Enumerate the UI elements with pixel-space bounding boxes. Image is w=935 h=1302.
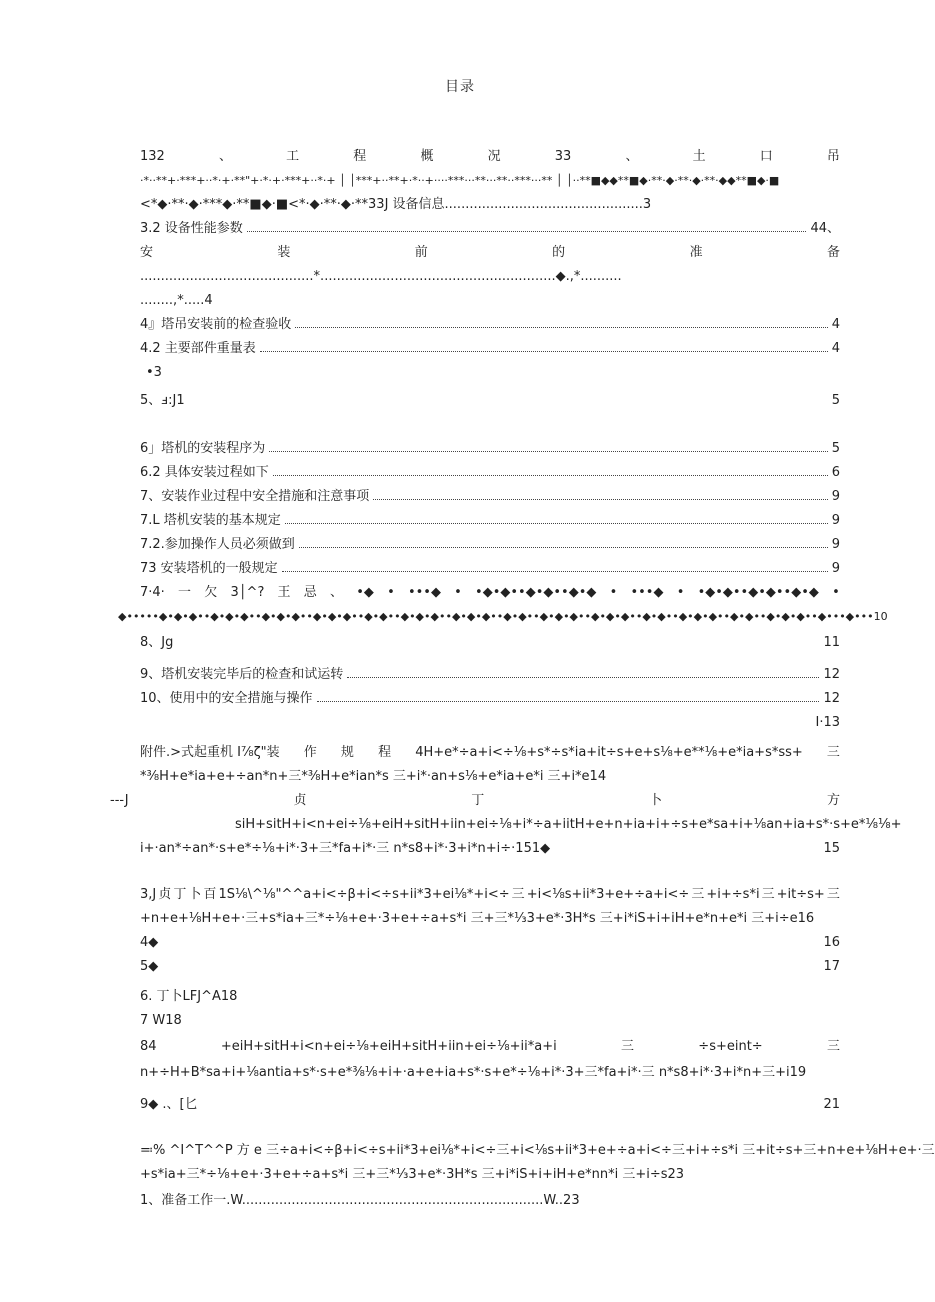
- toc-line-19: ◆•••••◆•◆•◆••◆•◆•◆••◆•◆•◆••◆•◆•◆••◆•◆••◆•◆•◆••◆•◆•◆••◆•◆••◆•◆•◆••◆•◆•◆••◆•◆••◆•◆•◆••◆•◆••◆•◆•◆••◆•••◆•••10: [118, 610, 888, 623]
- toc-token: 、: [625, 149, 639, 164]
- toc-entry-page: 16: [823, 935, 840, 950]
- toc-token: 132: [140, 149, 165, 164]
- toc-entry-label: 3.2 设备性能参数: [140, 221, 243, 236]
- toc-line-29: [140, 886, 840, 904]
- toc-line-39: +s*ia+三*÷⅛+e+·3+e+÷a+s*i 三+三*⅓3+e*·3H*s 三+i*iS+i+iH+e*nn*i 三+i÷s23: [140, 1167, 685, 1182]
- toc-entry-page: 11: [823, 635, 840, 650]
- toc-entry-page: 6: [831, 465, 840, 480]
- toc-entry-page: 5: [831, 393, 840, 408]
- toc-token: 3│^?: [230, 585, 265, 600]
- toc-token: 装: [277, 245, 291, 260]
- toc-entry-10[interactable]: [140, 690, 840, 708]
- dot-leader: [317, 700, 820, 702]
- toc-token: •: [609, 585, 618, 600]
- toc-line-27: siH+sitH+i<n+ei÷⅛+eiH+sitH+iin+ei÷⅛+i*÷a+iitH+e+n+ia+i+÷s+e*sa+i+⅛an+ia+s*·s+e*⅛⅛+: [235, 817, 902, 832]
- toc-line-6: ..........................................*.........................................................◆.,*..........: [140, 269, 622, 284]
- toc-token: •◆: [356, 585, 374, 600]
- toc-token: •: [454, 585, 462, 600]
- toc-entry-7-2[interactable]: [140, 536, 840, 554]
- toc-token: •: [832, 585, 840, 600]
- toc-token: 百: [203, 887, 217, 902]
- toc-entry-9b[interactable]: [140, 1096, 840, 1114]
- dot-leader: [273, 474, 828, 476]
- toc-token: 安: [140, 245, 154, 260]
- toc-token: 1S⅛\^⅛"^^a+i<÷β+i<÷s+ii*3+ei⅛*+i<÷: [218, 887, 510, 902]
- toc-token: 三: [826, 745, 840, 760]
- toc-token: 程: [378, 745, 392, 760]
- toc-entry-label: 7.L 塔机安装的基本规定: [140, 513, 281, 528]
- toc-entry-page: 9: [831, 513, 840, 528]
- toc-token: 准: [689, 245, 703, 260]
- toc-token: •◆•◆••◆•◆••◆•◆: [475, 585, 597, 600]
- toc-entry-label: 4◆: [140, 935, 159, 950]
- toc-entry-page: 4: [831, 317, 840, 332]
- toc-token: 方: [826, 793, 840, 808]
- toc-entry-label: 7.2.参加操作人员必须做到: [140, 537, 295, 552]
- toc-token: 备: [826, 245, 840, 260]
- toc-entry-6-2[interactable]: [140, 464, 840, 482]
- toc-entry-4-1[interactable]: [140, 316, 840, 334]
- dot-leader: [269, 450, 827, 452]
- toc-token: 84: [140, 1039, 157, 1054]
- dot-leader: [347, 676, 819, 678]
- toc-entry-7-1[interactable]: [140, 512, 840, 530]
- toc-token: 的: [552, 245, 566, 260]
- page-title: 目录: [445, 79, 475, 95]
- toc-line-36: n+÷H+B*sa+i+⅛antia+s*·s+e*⅜⅛+i+·a+e+ia+s*·s+e*÷⅛+i*·3+三*fa+i*·三 n*s8+i*·3+i*n+三+i19: [140, 1065, 807, 1080]
- toc-token: 33: [554, 149, 572, 164]
- toc-line-34: 7 W18: [140, 1013, 182, 1028]
- dot-leader: [299, 546, 828, 548]
- toc-line-28: [140, 840, 840, 858]
- toc-entry-page: 15: [823, 841, 840, 856]
- toc-token: •◆•◆••◆•◆••◆•◆: [697, 585, 819, 600]
- toc-token: ---J: [110, 793, 129, 808]
- toc-entry-5b[interactable]: [140, 958, 840, 976]
- toc-line-7: ........,*.....4: [140, 293, 213, 308]
- toc-token: 4H+e*÷a+i<÷⅛+s*÷s*ia+it÷s+e+s⅛+e**⅛+e*ia+s*ss+: [415, 745, 803, 760]
- toc-token: 忌: [303, 585, 317, 600]
- toc-token: 贞: [293, 793, 307, 808]
- toc-entry-label: 10、使用中的安全措施与操作: [140, 691, 313, 706]
- toc-entry-page: 4: [831, 341, 840, 356]
- toc-line-18: [140, 584, 840, 602]
- toc-token: +i<⅛s+ii*3+e+÷a+i<÷: [526, 887, 690, 902]
- toc-entry-page: 5: [831, 441, 840, 456]
- toc-token: 三: [621, 1039, 635, 1054]
- toc-entry-4b[interactable]: [140, 934, 840, 952]
- toc-line-30: +n+e+⅛H+e+·三+s*ia+三*÷⅛+e+·3+e+÷a+s*i 三+三*⅓3+e*·3H*s 三+i*iS+i+iH+e*n+e*i 三+i÷e16: [140, 911, 815, 926]
- toc-line-24: [140, 744, 840, 762]
- dot-leader: [282, 570, 828, 572]
- toc-token: ÷s+eint÷: [698, 1039, 763, 1054]
- toc-token: 三: [826, 1039, 840, 1054]
- toc-token: 土: [692, 149, 706, 164]
- toc-token: 规: [340, 745, 354, 760]
- toc-token: 丁: [471, 793, 485, 808]
- toc-line-23: I·13: [815, 715, 840, 730]
- toc-entry-page: 21: [823, 1097, 840, 1112]
- toc-line-3: <*◆·**·◆·***◆·**■◆·■<*·◆·**·◆·**33J 设备信息................................................3: [140, 197, 652, 212]
- toc-entry-page: 12: [823, 691, 840, 706]
- toc-entry-label: 8、Jg: [140, 635, 174, 650]
- toc-line-10: •3: [146, 365, 162, 380]
- toc-entry-3-2[interactable]: [140, 220, 840, 238]
- toc-token: 三: [691, 887, 705, 902]
- toc-token: 王: [277, 585, 291, 600]
- toc-entry-page: 12: [823, 667, 840, 682]
- toc-token: 3,J: [140, 887, 157, 902]
- toc-line-1: [140, 148, 840, 166]
- toc-line-25: *⅜H+e*ia+e+÷an*n+三*⅜H+e*ian*s 三+i*·an+s⅛+e*ia+e*i 三+i*e14: [140, 769, 607, 784]
- toc-token: +eiH+sitH+i<n+ei÷⅛+eiH+sitH+iin+ei÷⅛+ii*a+i: [220, 1039, 557, 1054]
- toc-entry-5[interactable]: [140, 392, 840, 410]
- toc-token: 概: [420, 149, 434, 164]
- toc-entry-8[interactable]: [140, 634, 840, 652]
- toc-token: 三: [826, 887, 840, 902]
- toc-token: 卜: [649, 793, 663, 808]
- toc-line-2: ·*··**+·***+··*·+·**"+·*·+·***+··*·+ │ │***+··**+·*··+····***···**···**··***···** │ │··**■◆◆**■◆·**·◆·**·◆·**·◆◆**■◆·■: [140, 174, 780, 187]
- toc-token: 前: [414, 245, 428, 260]
- toc-token: +i+÷s*i: [706, 887, 760, 902]
- toc-token: 三: [511, 887, 525, 902]
- toc-token: 、: [329, 585, 343, 600]
- toc-entry-label: 6.2 具体安装过程如下: [140, 465, 269, 480]
- toc-entry-7[interactable]: [140, 488, 840, 506]
- toc-token: 贞: [158, 887, 172, 902]
- toc-line-26: [110, 792, 840, 810]
- toc-line-5: [140, 244, 840, 262]
- toc-entry-9[interactable]: [140, 666, 840, 684]
- toc-token: 口: [759, 149, 773, 164]
- toc-token: 7·4·: [140, 585, 165, 600]
- toc-token: 、: [218, 149, 232, 164]
- toc-token: •: [676, 585, 685, 600]
- toc-token: 丁: [173, 887, 187, 902]
- toc-token: 一: [178, 585, 192, 600]
- toc-entry-label: 5◆: [140, 959, 159, 974]
- toc-token: •••◆: [407, 585, 441, 600]
- toc-entry-page: 9: [831, 489, 840, 504]
- toc-entry-page: 44、: [810, 221, 840, 236]
- toc-token: 附件.>式起重机 I⅞ζ"装: [140, 745, 280, 760]
- toc-token: 吊: [826, 149, 840, 164]
- dot-leader: [285, 522, 828, 524]
- toc-entry-page: 9: [831, 561, 840, 576]
- toc-token: 三: [761, 887, 775, 902]
- dot-leader: [295, 326, 827, 328]
- toc-line-40: 1、准备工作一.W.........................................................................W..23: [140, 1193, 580, 1208]
- toc-token: 作: [303, 745, 317, 760]
- toc-token: 况: [487, 149, 501, 164]
- toc-token: 程: [353, 149, 367, 164]
- dot-leader: [247, 230, 807, 232]
- toc-token: +it÷s+: [776, 887, 825, 902]
- toc-entry-label: 7、安装作业过程中安全措施和注意事项: [140, 489, 370, 504]
- toc-entry-page: 17: [823, 959, 840, 974]
- toc-line-38: ≕% ^I^T^^P 方 e 三÷a+i<÷β+i<÷s+ii*3+ei⅛*+i<÷三+i<⅛s+ii*3+e+÷a+i<÷三+i+÷s*i 三+it÷s+三+n+e+⅛H+e+·三: [140, 1143, 935, 1158]
- toc-entry-label: 4』塔吊安装前的检查验收: [140, 317, 292, 332]
- dot-leader: [260, 350, 828, 352]
- toc-token: •: [387, 585, 395, 600]
- toc-entry-4-2[interactable]: [140, 340, 840, 358]
- toc-token: •••◆: [630, 585, 664, 600]
- dot-leader: [373, 498, 827, 500]
- toc-entry-label: 6」塔机的安装程序为: [140, 441, 266, 456]
- toc-line-35: [140, 1038, 840, 1056]
- toc-entry-7-3[interactable]: [140, 560, 840, 578]
- toc-line-33: 6. 丁卜LFJ^A18: [140, 989, 238, 1004]
- toc-entry-page: 9: [831, 537, 840, 552]
- toc-token: 卜: [188, 887, 202, 902]
- toc-entry-6-1[interactable]: [140, 440, 840, 458]
- toc-entry-label: 4.2 主要部件重量表: [140, 341, 256, 356]
- toc-entry-label: 9、塔机安装完毕后的检查和试运转: [140, 667, 344, 682]
- toc-entry-label: 9◆ .、[匕: [140, 1097, 198, 1112]
- toc-entry-label: 73 安装塔机的一般规定: [140, 561, 278, 576]
- toc-token: 欠: [204, 585, 218, 600]
- toc-token: 工: [286, 149, 300, 164]
- toc-entry-label: i+·an*÷an*·s+e*÷⅛+i*·3+三*fa+i*·三 n*s8+i*·3+i*n+i÷·151◆: [140, 841, 551, 856]
- toc-entry-label: 5、ⅎ:J1: [140, 393, 185, 408]
